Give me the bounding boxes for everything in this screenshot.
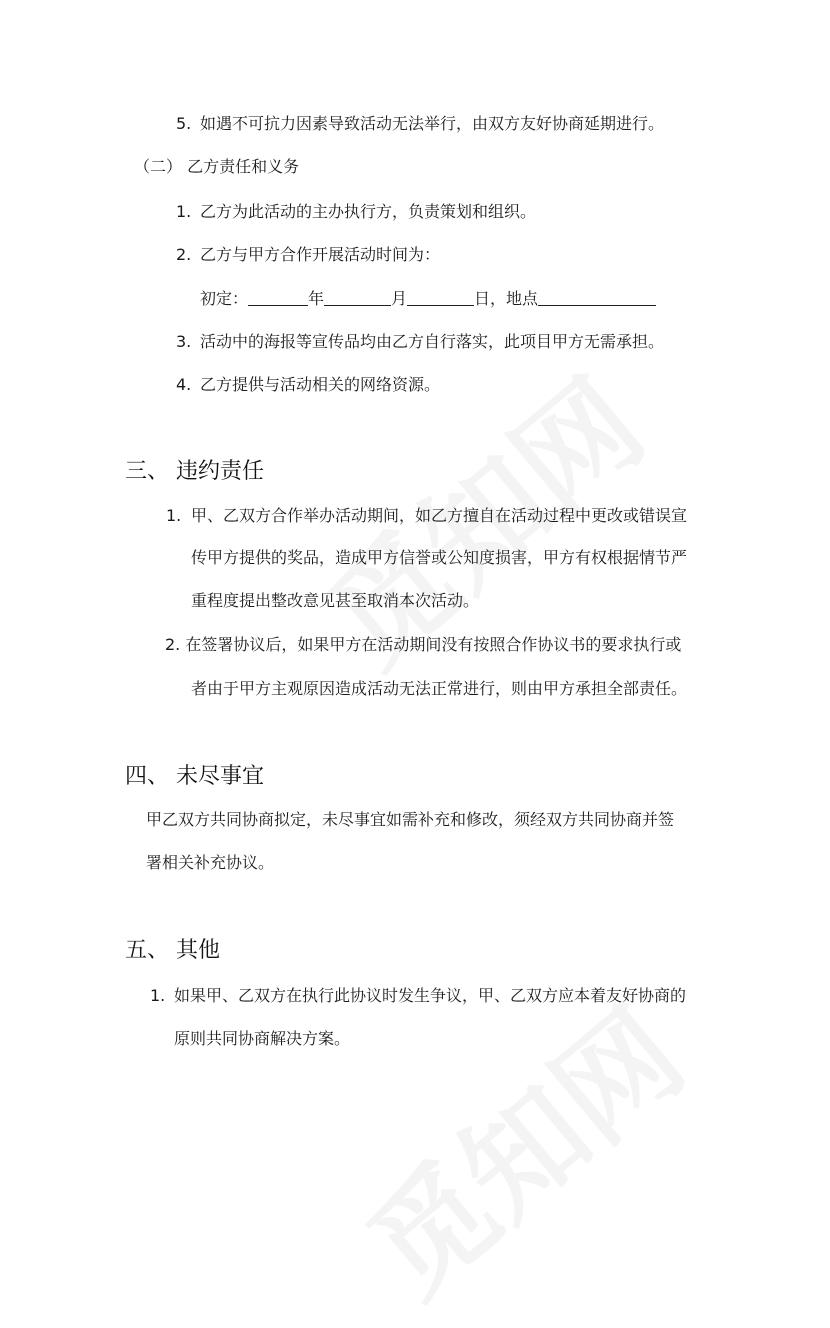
item-number: 4. [176, 375, 192, 394]
item-text: 活动中的海报等宣传品均由乙方自行落实，此项目甲方无需承担。 [200, 332, 665, 351]
item-number: 2. [176, 245, 192, 264]
day-blank[interactable] [407, 289, 474, 306]
list-item [176, 114, 664, 134]
paragraph: 甲乙双方共同协商拟定，未尽事宜如需补充和修改，须经双方共同协商并签 [146, 810, 675, 829]
date-prefix: 初定： [200, 289, 249, 308]
item-text: 乙方与甲方合作开展活动时间为： [200, 245, 441, 264]
year-blank[interactable] [248, 289, 308, 306]
item-text-continued: 原则共同协商解决方案。 [174, 1029, 351, 1048]
year-label: 年 [308, 289, 325, 308]
item-number: 1. [176, 202, 192, 221]
item-number: 3. [176, 332, 192, 351]
subsection-title: （二） 乙方责任和义务 [134, 157, 300, 176]
list-item [176, 375, 440, 395]
item-text: 如果甲、乙双方在执行此协议时发生争议，甲、乙双方应本着友好协商的 [174, 986, 687, 1005]
list-item [166, 506, 687, 526]
list-item [176, 202, 536, 222]
month-blank[interactable] [324, 289, 391, 306]
list-item [150, 986, 686, 1006]
paragraph: 署相关补充协议。 [146, 853, 275, 872]
place-blank[interactable] [538, 289, 656, 306]
item-number: 1. [150, 986, 166, 1005]
list-item [176, 245, 440, 265]
day-place-label: 日，地点 [474, 289, 539, 308]
section-title: 三、 违约责任 [125, 459, 264, 484]
item-number: 5. [176, 114, 192, 133]
item-text-continued: 者由于甲方主观原因造成活动无法正常进行，则由甲方承担全部责任。 [191, 679, 688, 698]
item-text-continued: 重程度提出整改意见甚至取消本次活动。 [191, 591, 480, 610]
date-fill-line [200, 289, 656, 309]
item-text-continued: 传甲方提供的奖品，造成甲方信誉或公知度损害，甲方有权根据情节严 [191, 548, 688, 567]
section-title: 四、 未尽事宜 [125, 764, 264, 789]
item-text: 乙方提供与活动相关的网络资源。 [200, 375, 441, 394]
item-text: 甲、乙双方合作举办活动期间，如乙方擅自在活动过程中更改或错误宣 [191, 506, 688, 525]
item-text: 如遇不可抗力因素导致活动无法举行，由双方友好协商延期进行。 [200, 114, 665, 133]
item-number: 1. [166, 506, 182, 525]
list-item: 2. 在签署协议后，如果甲方在活动期间没有按照合作协议书的要求执行或 [165, 635, 682, 654]
section-title: 五、 其他 [125, 938, 220, 963]
list-item [176, 332, 664, 352]
month-label: 月 [391, 289, 408, 308]
watermark [327, 964, 713, 1327]
item-text: 乙方为此活动的主办执行方，负责策划和组织。 [200, 202, 537, 221]
